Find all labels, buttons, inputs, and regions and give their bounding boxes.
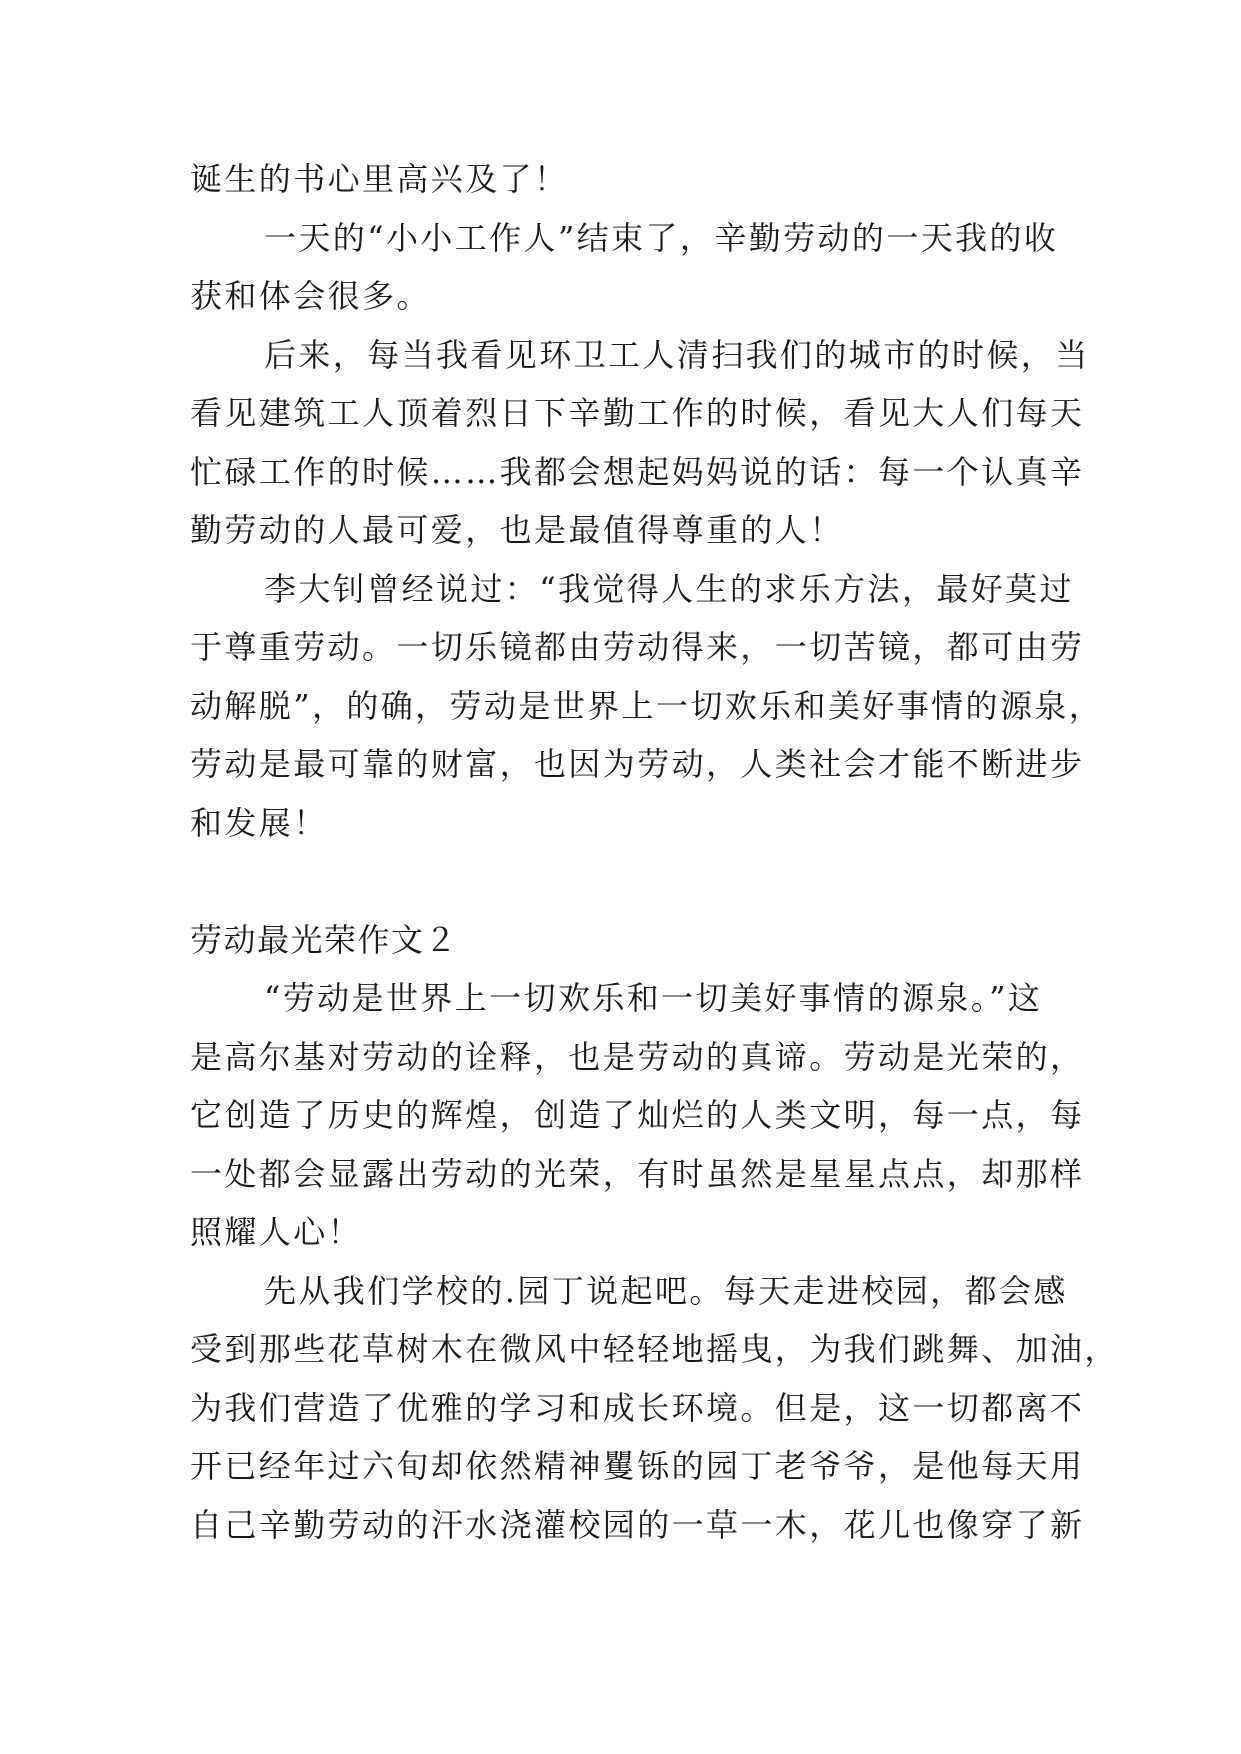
paragraph-start-line: 先从我们学校的.园丁说起吧。每天走进校园，都会感 xyxy=(264,1271,1068,1310)
section-spacer xyxy=(190,852,1060,911)
text-line: 自己辛勤劳动的汗水浇灌校园的一草一木，花儿也像穿了新 xyxy=(190,1505,1085,1544)
paragraph-start-line: 一天的“小小工作人”结束了，辛勤劳动的一天我的收 xyxy=(264,218,1059,257)
text-line: 于尊重劳动。一切乐镜都由劳动得来，一切苦镜，都可由劳 xyxy=(190,628,1085,666)
paragraph-start-line: 后来，每当我看见环卫工人清扫我们的城市的时候，当 xyxy=(264,335,1090,374)
text-line: 照耀人心！ xyxy=(190,1213,363,1251)
text-line: 开已经年过六旬却依然精神矍铄的园丁老爷爷，是他每天用 xyxy=(190,1447,1085,1485)
text-line: 看见建筑工人顶着烈日下辛勤工作的时候，看见大人们每天 xyxy=(190,394,1085,432)
document-page xyxy=(190,150,1119,1554)
text-line: 动解脱”，的确，劳动是世界上一切欢乐和美好事情的源泉， xyxy=(190,686,1104,725)
text-line: 忙碌工作的时候……我都会想起妈妈说的话：每一个认真辛 xyxy=(190,452,1085,491)
text-line: 一处都会显露出劳动的光荣，有时虽然是星星点点，却那样 xyxy=(190,1154,1085,1193)
text-line: 获和体会很多。 xyxy=(190,277,431,315)
section-heading: 劳动最光荣作文２ xyxy=(190,920,459,959)
text-line: 诞生的书心里高兴及了！ xyxy=(190,160,569,198)
paragraph-start-line: “劳动是世界上一切欢乐和一切美好事情的源泉。”这 xyxy=(264,979,1043,1017)
paragraph-start-line: 李大钊曾经说过：“我觉得人生的求乐方法，最好莫过 xyxy=(264,569,1074,608)
text-line: 受到那些花草树木在微风中轻轻地摇曳，为我们跳舞、加油， xyxy=(190,1330,1119,1368)
text-line: 为我们营造了优雅的学习和成长环境。但是，这一切都离不 xyxy=(190,1388,1085,1427)
text-line: 劳动是最可靠的财富，也因为劳动，人类社会才能不断进步 xyxy=(190,745,1085,783)
text-line: 勤劳动的人最可爱，也是最值得尊重的人！ xyxy=(190,511,844,549)
text-line: 和发展！ xyxy=(190,803,328,842)
text-line: 是高尔基对劳动的诠释，也是劳动的真谛。劳动是光荣的， xyxy=(190,1037,1085,1076)
text-line: 它创造了历史的辉煌，创造了灿烂的人类文明，每一点，每 xyxy=(190,1096,1085,1134)
